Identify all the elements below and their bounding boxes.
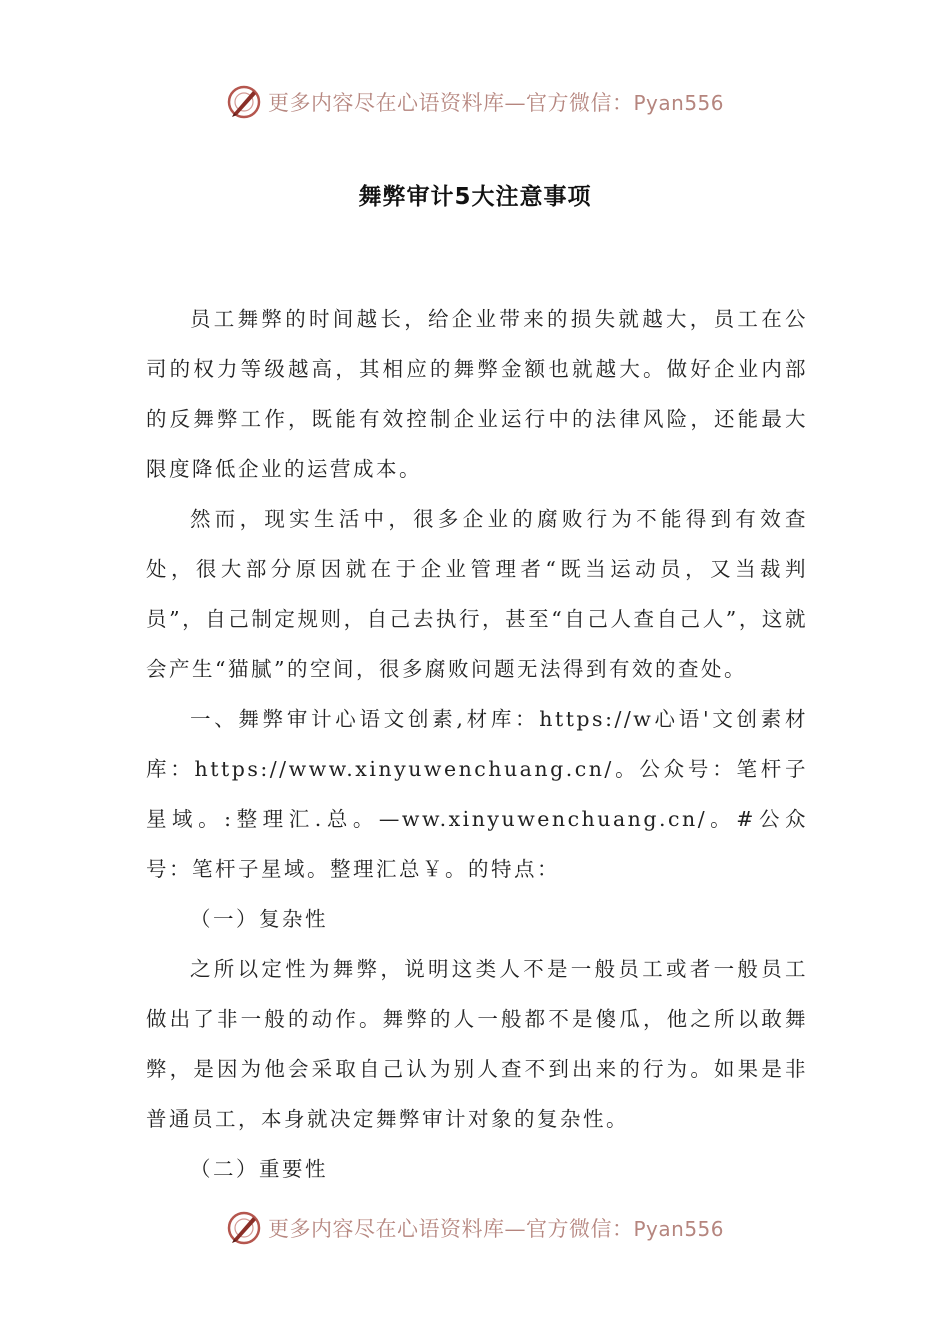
footer-watermark-banner: [0, 1208, 950, 1248]
body-paragraph: 然而，现实生活中，很多企业的腐败行为不能得到有效查处，很大部分原因就在于企业管理者“既当运动员，又当裁判员”，自己制定规则，自己去执行，甚至“自己人查自己人”，这就会产生“猫腻”的空间，很多腐败问题无法得到有效的查处。: [146, 507, 808, 681]
body-paragraph: 一、舞弊审计心语文创素,材库：https://w心语'文创素材库：https://www.xinyuwenchuang.cn/。公众号：笔杆子星域。:整理汇.总。—ww.xinyuwenchuang.cn/。#公众号：笔杆子星域。整理汇总￥。的特点：: [146, 707, 808, 881]
wechat-id: Pyan556: [633, 1217, 724, 1241]
document-title: 舞弊审计5大注意事项: [358, 184, 592, 210]
document-body: [146, 294, 808, 1194]
body-paragraph: 之所以定性为舞弊，说明这类人不是一般员工或者一般员工做出了非一般的动作。舞弊的人一般都不是傻瓜，他之所以敢舞弊，是因为他会采取自己认为别人查不到出来的行为。如果是非普通员工，本身就决定舞弊审计对象的复杂性。: [146, 957, 808, 1131]
pen-logo-icon: [226, 84, 262, 120]
watermark-text: 更多内容尽在心语资料库—官方微信：Pyan556: [267, 1217, 724, 1241]
watermark-text: 更多内容尽在心语资料库—官方微信：Pyan556: [267, 91, 724, 115]
section-heading: （二）重要性: [190, 1157, 328, 1181]
header-watermark-banner: [0, 82, 950, 122]
section-heading: （一）复杂性: [190, 907, 328, 931]
wechat-id: Pyan556: [633, 91, 724, 115]
body-paragraph: 员工舞弊的时间越长，给企业带来的损失就越大，员工在公司的权力等级越高，其相应的舞弊金额也就越大。做好企业内部的反舞弊工作，既能有效控制企业运行中的法律风险，还能最大限度降低企业的运营成本。: [146, 307, 808, 481]
pen-logo-icon: [226, 1210, 262, 1246]
